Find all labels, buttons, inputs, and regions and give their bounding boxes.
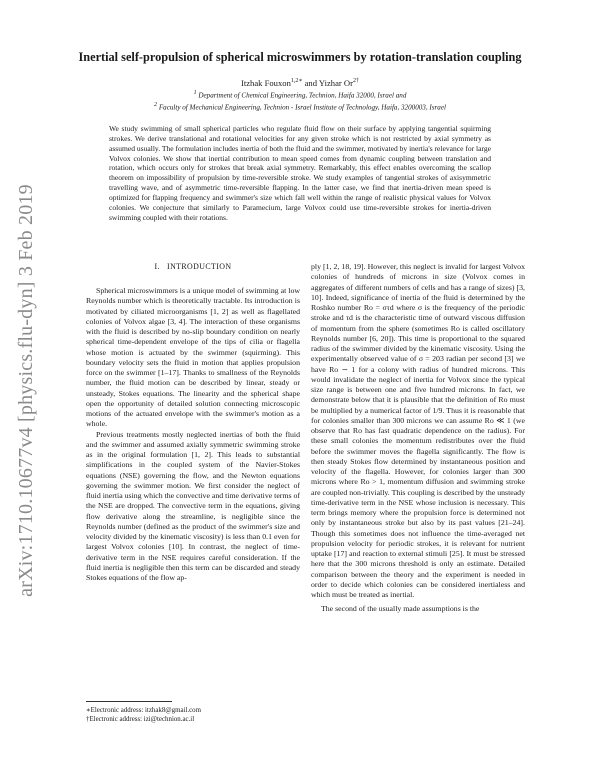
author-conjunction: and [304,77,318,88]
author-1-affil-mark: 1,2∗ [290,78,303,84]
footnote-divider [86,701,172,702]
left-column [86,262,300,583]
section-heading-introduction [86,262,300,272]
section-number: I. [154,262,160,271]
affiliation-2-text: Faculty of Mechanical Engineering, Technion - Israel Institute of Technology, Haifa, 3200003, Israel [158,103,446,112]
affiliation-2-mark: 2 [154,101,158,108]
author-2-affil-mark: 2† [353,78,359,84]
affiliation-1 [60,89,540,101]
author-line [60,76,540,89]
intro-paragraph-2-continued: ply [1, 2, 18, 19]. However, this neglect is invalid for largest Volvox colonies of hundreds of microns in size (Volvox comes in aggregates of different numbers of cells and has a range of sizes) [3, 10]. Indeed, significance of inertia of the fluid is determined by the Roshko number Ro = στd where σ is the frequency of the periodic stroke and τd is the characteristic time of outward viscous diffusion of momentum from the sphere (sometimes Ro is called oscillatory Reynolds number [6, 20]). This time is proportional to the squared radius of the swimmer divided by the kinematic viscosity. Using the experimentally observed value of σ = 203 radian per second [3] we have Ro ∼ 1 for a colony with radius of hundred microns. This would invalidate the neglect of inertia for Volvox since the typical size range is between one and five hundred microns. In fact, we demonstrate below that it is plausible that the definition of Ro must be multiplied by a numerical factor of 1/9. Thus it is reasonable that for colonies smaller than 300 microns we can assume Ro ≪ 1 (we observe that Ro has fast quadratic dependence on the radius). For these small colonies the momentum redistributes over the fluid before the swimmer moves the flagella significantly. The flow is then steady Stokes flow determined by instantaneous position and velocity of the flagella. However, for colonies larger than 300 microns where Ro > 1, momentum diffusion and swimming stroke are coupled non-trivially. This coupling is described by the unsteady time-derivative term in the NSE whose inclusion is necessary. This term brings memory where the propulsion force is determined not only by instantaneous stroke but also by its past values [21–24]. Though this sometimes does not influence the time-averaged net propulsion velocity for periodic strokes, it is relevant for nutrient uptake [17] and reaction to external stimuli [25]. It must be stressed here that the 300 microns threshold is only an estimate. Detailed comparison between the theory and the experiment is needed in order to decide which colonies can be considered inertialess and which must be treated as inertial. [311,262,525,599]
author-2-name: Yizhar Or [318,77,353,88]
section-title: INTRODUCTION [167,262,232,271]
paper-header [60,50,540,113]
abstract: We study swimming of small spherical particles who regulate fluid flow on their surface by applying tangential squirming strokes. We derive translational and rotational velocities for any given stroke which is not restricted by axial symmetry as assumed usually. The formulation includes inertia of both the fluid and the swimmer, motivated by inertia's relevance for large Volvox colonies. We show that inertial contribution to mean speed comes from dynamic coupling between translation and rotation, which occurs only for strokes that break axial symmetry. Remarkably, this effect enables overcoming the scallop theorem on impossibility of propulsion by time-reversible stroke. We study examples of tangential strokes of axisymmetric travelling wave, and of asymmetric time-reversible flapping. In the latter case, we find that inertia-driven mean speed is optimized for flapping frequency and swimmer's size which fall well within the range of realistic physical values for Volvox colonies. We conjecture that similarly to Paramecium, large Volvox could use time-reversible strokes for inertia-driven swimming coupled with their rotations. [109,124,491,222]
paper-title: Inertial self-propulsion of spherical microswimmers by rotation-translation coupling [78,50,522,64]
intro-paragraph-1: Spherical microswimmers is a unique model of swimming at low Reynolds number which is theoretically tractable. Its introduction is motivated by ciliated microorganisms [1, 2] as well as flagellated colonies of Volvox algae [3, 4]. The interaction of these organisms with the fluid is described by no-slip boundary condition on nearly spherical time-dependent envelope of the tips of cilia or flagella whose motion is actuated by the swimmer (squirming). This boundary velocity sets the fluid in motion that applies propulsion force on the swimmer [1–17]. Thanks to smallness of the Reynolds number, the fluid motion can be described by linear, steady or unsteady, Stokes equations. The linearity and the spherical shape open the opportunity of detailed solution connecting microscopic motions of the actuated envelope with the swimmer's motion as a whole. [86,286,300,429]
affiliation-2 [60,101,540,113]
arxiv-stamp-text: arXiv:1710.10677v4 [physics.flu-dyn] 3 Feb 2019 [14,183,37,597]
intro-paragraph-2: Previous treatments mostly neglected inertias of both the fluid and the swimmer and assumed axially symmetric swimming stroke as in the original formulation [1, 2]. This leads to substantial simplifications in the coupled system of the Navier-Stokes equations (NSE) governing the flow, and the Newton equations governing the swimmer motion. We first consider the neglect of fluid inertia using which the convective and time derivative terms of the NSE are dropped. The convective term in the equations, giving flow derivative along the streamline, is negligible since the Reynolds number (defined as the product of the swimmer's size and velocity divided by the kinematic viscosity) is less than 0.1 even for largest Volvox colonies [10]. In contrast, the neglect of time-derivative term in the NSE requires careful consideration. If the fluid inertia is negligible then this term can be discarded and steady Stokes equations of the flow ap- [86,429,300,582]
arxiv-identifier-stamp [6,183,46,597]
intro-paragraph-3: The second of the usually made assumptions is the [321,604,480,614]
footnote-email-2: †Electronic address: izi@technion.ac.il [86,716,195,723]
affiliation-1-text: Department of Chemical Engineering, Technion, Haifa 32000, Israel and [198,91,407,100]
affiliation-1-mark: 1 [193,89,197,96]
right-column [311,262,525,615]
author-1-name: Itzhak Fouxon [240,77,291,88]
footnote-email-1: ∗Electronic address: itzhak8@gmail.com [86,707,201,714]
footnotes [86,701,300,724]
